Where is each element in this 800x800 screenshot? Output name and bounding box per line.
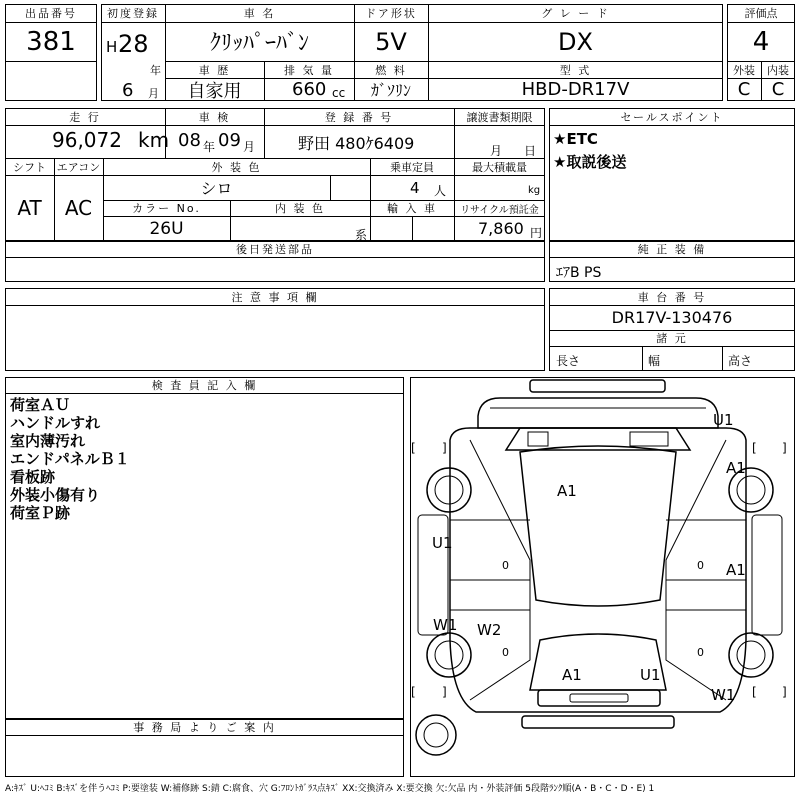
remark-line: 看板跡 xyxy=(10,468,56,486)
car-name: ｸﾘｯﾊﾟｰﾊﾞﾝ xyxy=(209,31,309,56)
mileage-label: 走 行 xyxy=(69,110,101,124)
zero-mark: 0 xyxy=(697,559,704,572)
sales-point-1: ★ETC xyxy=(553,130,598,148)
length-label: 長さ xyxy=(556,354,581,368)
caution-label: 注 意 事 項 欄 xyxy=(231,290,319,304)
svg-text:[: [ xyxy=(752,685,757,699)
door-label: ドア形状 xyxy=(365,7,417,20)
svg-text:[: [ xyxy=(752,441,757,455)
int-color-label: 内 装 色 xyxy=(275,202,325,215)
car-name-label: 車 名 xyxy=(243,7,276,20)
exterior-grade: C xyxy=(737,79,751,100)
svg-text:]: ] xyxy=(782,685,787,699)
wheel-rl xyxy=(427,633,471,677)
transfer-label: 譲渡書類期限 xyxy=(466,110,533,124)
inspection-year: 08 xyxy=(178,130,201,151)
damage-mark: W1 xyxy=(433,616,458,634)
damage-mark: U1 xyxy=(713,411,734,429)
first-reg-label: 初度登録 xyxy=(107,7,159,20)
color-no-label: カラー No. xyxy=(132,202,201,215)
air-conditioner: AC xyxy=(64,196,93,220)
front-bumper xyxy=(478,398,718,428)
chassis-number: DR17V-130476 xyxy=(611,308,733,327)
damage-mark: A1 xyxy=(726,459,746,477)
sales-point-2: ★取説後送 xyxy=(553,153,627,171)
legend: A:ｷｽﾞ U:ﾍｺﾐ B:ｷｽﾞを伴うﾍｺﾐ P:要塗装 W:補修跡 S:錆 C:腐食、穴 G:ﾌﾛﾝﾄｶﾞﾗｽ点ｷｽﾞ XX:交換済み X:要交換 欠:欠品 内・外装評価 5段階ﾗﾝｸ順(A・B・C・D・E) 1 xyxy=(5,784,655,794)
damage-mark: A1 xyxy=(557,482,577,500)
remark-line: ハンドルすれ xyxy=(10,414,101,432)
wheel-rr xyxy=(729,633,773,677)
damage-mark: W1 xyxy=(711,686,736,704)
max-load-label: 最大積載量 xyxy=(472,160,527,174)
damage-mark: A1 xyxy=(562,666,582,684)
interior-label: 内装 xyxy=(767,63,789,77)
mileage-unit: km xyxy=(138,128,170,152)
color-number: 26U xyxy=(149,218,184,239)
remark-line: 荷室Ｐ跡 xyxy=(10,504,71,522)
dims-label: 諸 元 xyxy=(656,332,688,345)
sales-point-label: セールスポイント xyxy=(620,110,724,124)
remark-line: 室内薄汚れ xyxy=(10,432,86,450)
fuel-label: 燃 料 xyxy=(375,63,407,77)
damage-mark: U1 xyxy=(432,534,453,552)
max-load-unit: kg xyxy=(528,185,541,196)
svg-text:]: ] xyxy=(442,441,447,455)
svg-text:]: ] xyxy=(442,685,447,699)
svg-text:]: ] xyxy=(782,441,787,455)
recycle-label: リサイクル預託金 xyxy=(460,204,539,216)
inspection-month: 09 xyxy=(218,130,241,151)
insp-month-unit: 月 xyxy=(243,140,256,154)
capacity-label: 乗車定員 xyxy=(390,160,434,174)
remark-line: エンドパネルＢ１ xyxy=(10,450,130,468)
color-label: 外 装 色 xyxy=(211,160,262,174)
history: 自家用 xyxy=(187,80,242,102)
genuine-equipment: ｴｱB PS xyxy=(556,265,602,281)
remark-line: 荷室ＡＵ xyxy=(10,396,71,414)
interior-grade: C xyxy=(771,79,785,100)
capacity-unit: 人 xyxy=(434,184,447,198)
mileage: 96,072 xyxy=(52,128,122,152)
recycle-fee: 7,860 xyxy=(478,219,524,238)
damage-marks xyxy=(432,411,746,704)
history-label: 車 歴 xyxy=(198,63,231,77)
first-reg-year: 28 xyxy=(118,30,149,58)
shift: AT xyxy=(17,196,42,220)
grade: DX xyxy=(558,27,593,56)
displacement: 660 xyxy=(292,79,327,100)
insp-year-unit: 年 xyxy=(203,140,216,154)
int-color-unit: 系 xyxy=(355,228,368,242)
model-label: 型 式 xyxy=(559,63,592,77)
office-label: 事 務 局 よ り ご 案 内 xyxy=(133,721,276,734)
genuine-label: 純 正 装 備 xyxy=(637,243,707,256)
later-parts-label: 後日発送部品 xyxy=(236,243,314,256)
rear-bumper xyxy=(538,690,660,706)
tailgate xyxy=(522,716,674,728)
era: H xyxy=(106,38,118,56)
width-label: 幅 xyxy=(648,354,661,368)
year-unit: 年 xyxy=(150,64,161,77)
svg-text:[: [ xyxy=(411,441,416,455)
zero-mark: 0 xyxy=(502,646,509,659)
body-color: シロ xyxy=(200,179,233,198)
score: 4 xyxy=(752,26,770,57)
recycle-unit: 円 xyxy=(530,226,543,240)
inspector-label: 検 査 員 記 入 欄 xyxy=(151,379,258,392)
first-reg-month: 6 xyxy=(122,80,134,101)
month-unit: 月 xyxy=(148,87,159,100)
damage-mark: W2 xyxy=(477,621,502,639)
score-label: 評価点 xyxy=(744,7,778,20)
roof-outline xyxy=(530,380,665,392)
roof-panel xyxy=(520,446,676,606)
shift-label: シフト xyxy=(13,160,46,174)
wheel-fl xyxy=(427,468,471,512)
chassis-label: 車 台 番 号 xyxy=(637,290,707,304)
lot-number: 381 xyxy=(26,26,76,57)
zero-mark: 0 xyxy=(502,559,509,572)
transfer-day-unit: 日 xyxy=(524,144,537,158)
lot-label: 出品番号 xyxy=(25,7,77,20)
ac-label: エアコン xyxy=(56,160,101,174)
fuel: ｶﾞｿﾘﾝ xyxy=(370,81,411,100)
model-code: HBD-DR17V xyxy=(521,79,630,100)
grade-label: グ レ ー ド xyxy=(541,7,610,20)
displacement-label: 排 気 量 xyxy=(284,63,334,77)
capacity: 4 xyxy=(410,179,420,197)
import-label: 輸 入 車 xyxy=(387,202,437,215)
spare-wheel xyxy=(416,715,456,755)
displacement-unit: cc xyxy=(332,86,346,100)
remark-line: 外装小傷有り xyxy=(10,486,101,504)
damage-mark: U1 xyxy=(640,666,661,684)
height-label: 高さ xyxy=(728,354,753,368)
transfer-month-unit: 月 xyxy=(490,144,503,158)
svg-text:[: [ xyxy=(411,685,416,699)
inspection-label: 車 検 xyxy=(198,110,231,124)
registration-number: 野田 480ｹ6409 xyxy=(298,134,415,153)
right-side-panel xyxy=(752,515,782,635)
door-type: 5V xyxy=(375,27,407,56)
exterior-label: 外装 xyxy=(733,63,755,77)
reg-no-label: 登 録 番 号 xyxy=(324,110,394,124)
damage-mark: A1 xyxy=(726,561,746,579)
zero-mark: 0 xyxy=(697,646,704,659)
